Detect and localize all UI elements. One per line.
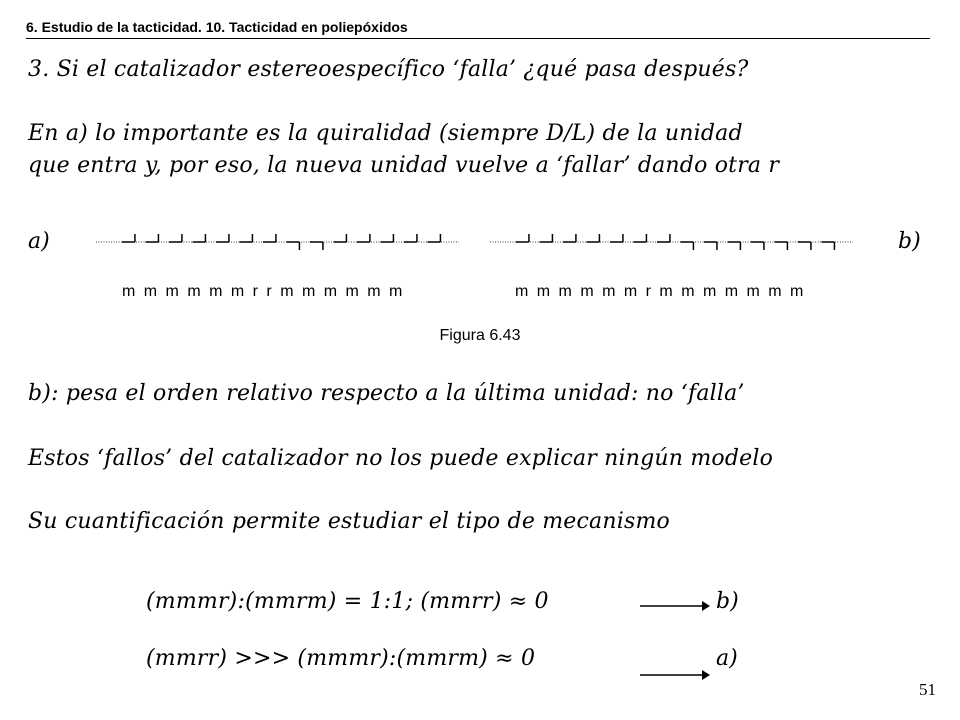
explanation-line-1: En a) lo importante es la quiralidad (siempre D/L) de la unidad [28, 121, 743, 146]
statement-2: Estos ‘fallos’ del catalizador no los puede explicar ningún modelo [28, 446, 774, 471]
figure-caption: Figura 6.43 [439, 327, 521, 344]
sequence-b-labels: m m m m m m r m m m m m m m [515, 283, 805, 300]
section-header: 6. Estudio de la tacticidad. 10. Tacticidad en poliepóxidos [26, 18, 930, 39]
chain-diagram-b [490, 222, 870, 262]
question-text: 3. Si el catalizador estereoespecífico ‘falla’ ¿qué pasa después? [28, 57, 749, 82]
relation-1-result: b) [716, 589, 739, 614]
arrow-right-icon [640, 669, 710, 681]
relation-1-expression: (mmmr):(mmrm) = 1:1; (mmrr) ≈ 0 [146, 589, 549, 614]
page-number: 51 [919, 680, 936, 699]
statement-3: Su cuantificación permite estudiar el tipo de mecanismo [28, 509, 670, 534]
explanation-line-2: que entra y, por eso, la nueva unidad vuelve a ‘fallar’ dando otra r [28, 153, 780, 178]
arrow-right-icon [640, 600, 710, 612]
figure-label-b: b) [898, 229, 921, 254]
sequence-a-labels: m m m m m m r r m m m m m m [122, 283, 404, 300]
statement-1: b): pesa el orden relativo respecto a la última unidad: no ‘falla’ [28, 381, 745, 406]
relation-2-expression: (mmrr) >>> (mmmr):(mmrm) ≈ 0 [146, 646, 536, 671]
relation-2-result: a) [716, 646, 738, 671]
chain-diagram-a [96, 222, 476, 262]
figure-label-a: a) [28, 229, 50, 254]
